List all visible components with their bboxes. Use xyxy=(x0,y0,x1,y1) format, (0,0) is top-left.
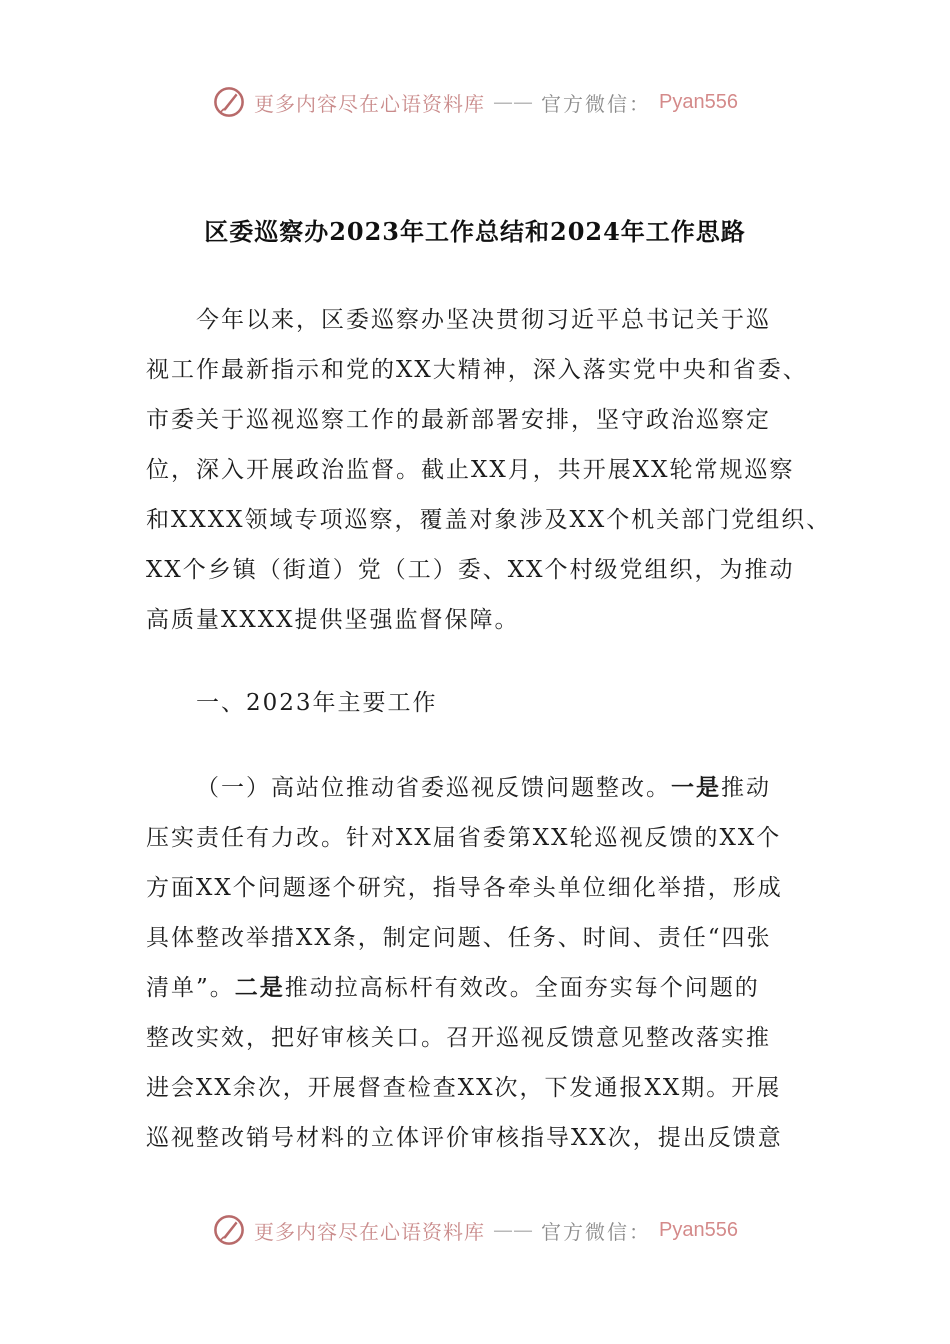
watermark-header xyxy=(0,82,950,122)
section-heading: 一、2023年主要工作 xyxy=(196,690,438,716)
body-line: 巡视整改销号材料的立体评价审核指导XX次，提出反馈意 xyxy=(146,1125,783,1151)
quill-pen-icon xyxy=(212,85,246,119)
body-text: 清单”。 xyxy=(146,975,235,1001)
watermark-separator: —— xyxy=(493,90,534,114)
watermark-text: 更多内容尽在心语资料库 xyxy=(254,1219,486,1244)
intro-paragraph xyxy=(146,295,832,645)
body-line: 压实责任有力改。针对XX届省委第XX轮巡视反馈的XX个 xyxy=(146,825,782,851)
intro-line: 今年以来，区委巡察办坚决贯彻习近平总书记关于巡 xyxy=(196,307,771,333)
intro-line: 位，深入开展政治监督。截止XX月，共开展XX轮常规巡察 xyxy=(146,457,795,483)
bold-marker: 二是 xyxy=(234,974,285,1001)
watermark-text: 更多内容尽在心语资料库 xyxy=(254,91,486,116)
watermark-footer xyxy=(0,1210,950,1250)
body-line: 进会XX余次，开展督查检查XX次，下发通报XX期。开展 xyxy=(146,1075,782,1101)
body-text: 推动 xyxy=(721,775,771,801)
body-line xyxy=(146,963,826,1013)
intro-line: XX个乡镇（街道）党（工）委、XX个村级党组织，为推动 xyxy=(146,557,795,583)
watermark-separator: —— xyxy=(493,1218,534,1242)
body-line: 整改实效，把好审核关口。召开巡视反馈意见整改落实推 xyxy=(146,1025,771,1051)
body-paragraph xyxy=(146,763,826,1163)
intro-line: 市委关于巡视巡察工作的最新部署安排，坚守政治巡察定 xyxy=(146,407,771,433)
bold-marker: 一是 xyxy=(671,774,721,801)
body-line xyxy=(146,763,826,813)
quill-pen-icon xyxy=(212,1213,246,1247)
body-line: 方面XX个问题逐个研究，指导各牵头单位细化举措，形成 xyxy=(146,875,783,901)
watermark-official-label: 官方微信： xyxy=(541,1219,652,1244)
intro-line: 和XXXX领域专项巡察，覆盖对象涉及XX个机关部门党组织、 xyxy=(146,507,832,533)
intro-line: 视工作最新指示和党的XX大精神，深入落实党中央和省委、 xyxy=(146,357,808,383)
intro-line: 高质量XXXX提供坚强监督保障。 xyxy=(146,607,520,633)
watermark-wechat-id: Pyan556 xyxy=(659,1218,738,1241)
watermark-wechat-id: Pyan556 xyxy=(659,90,738,113)
body-line: 具体整改举措XX条，制定问题、任务、时间、责任“四张 xyxy=(146,925,772,951)
watermark-official-label: 官方微信： xyxy=(541,91,652,116)
subsection-heading: （一）高站位推动省委巡视反馈问题整改。 xyxy=(196,775,671,801)
document-title: 区委巡察办2023年工作总结和2024年工作思路 xyxy=(204,217,746,246)
body-text: 推动拉高标杆有效改。全面夯实每个问题的 xyxy=(284,975,760,1001)
